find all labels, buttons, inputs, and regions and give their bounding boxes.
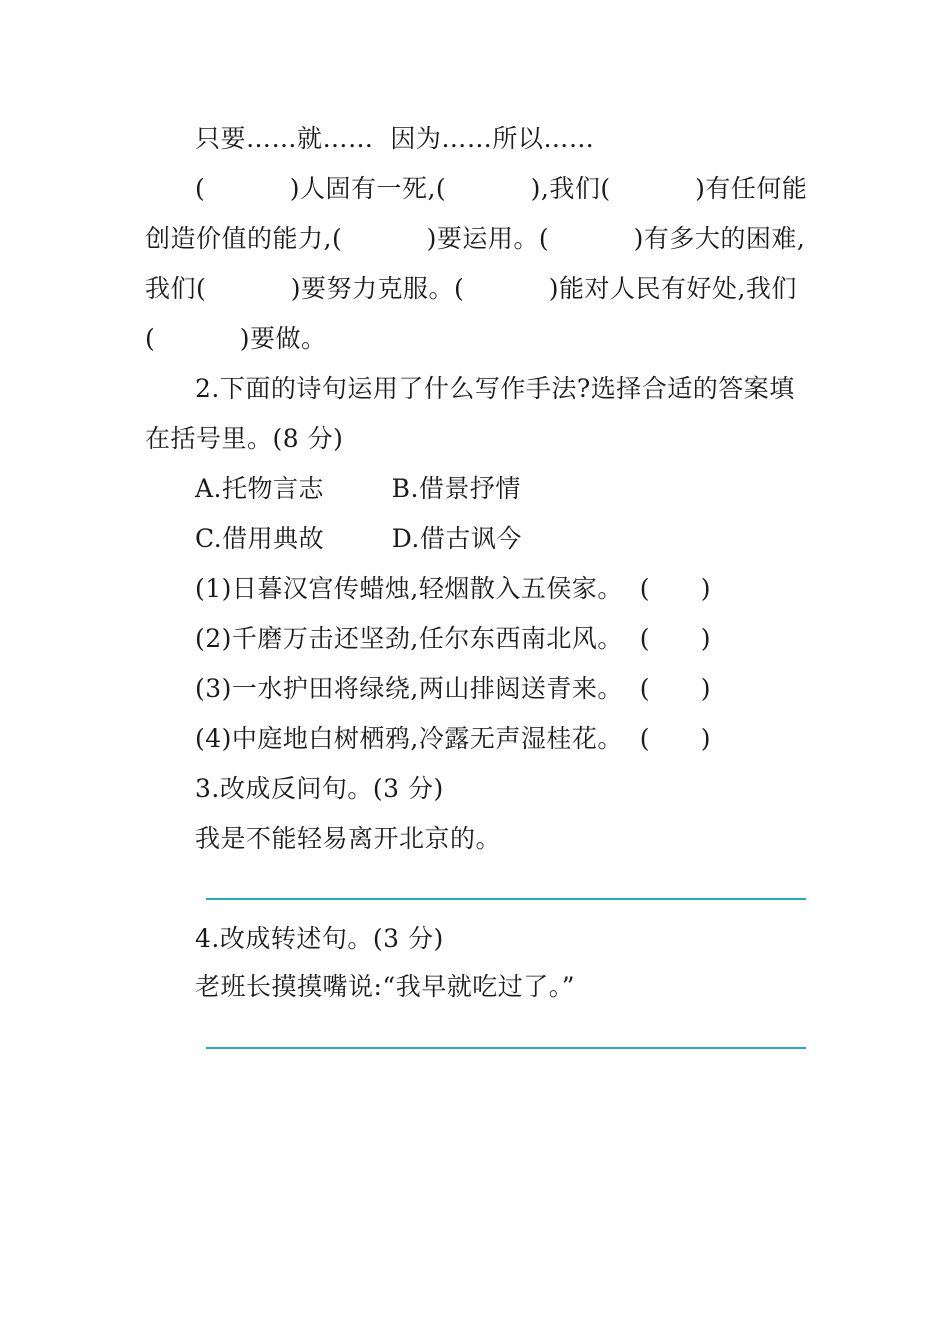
answer-line-q3[interactable] [206, 898, 806, 900]
fill-blank-line-3: 我们( )要努力克服。( )能对人民有好处,我们 [145, 274, 797, 303]
fill-blank-line-4: ( )要做。 [145, 324, 327, 353]
answer-line-q4[interactable] [206, 1047, 806, 1049]
answer-options-row-2: C.借用典故 D.借古讽今 [195, 524, 522, 553]
question-4-title: 4.改成转述句。(3 分) [195, 924, 444, 953]
poem-item-4: (4)中庭地白树栖鸦,冷露无声湿桂花。 ( ) [195, 724, 711, 753]
question-2-title: 2.下面的诗句运用了什么写作手法?选择合适的答案填 [195, 374, 795, 403]
fill-blank-line-1: ( )人固有一死,( ),我们( )有任何能 [195, 174, 808, 203]
answer-options-row-1: A.托物言志 B.借景抒情 [195, 474, 521, 503]
question-2-title-cont: 在括号里。(8 分) [145, 424, 344, 453]
question-4-sentence: 老班长摸摸嘴说:“我早就吃过了。” [195, 972, 575, 1001]
fill-blank-line-2: 创造价值的能力,( )要运用。( )有多大的困难, [145, 224, 806, 253]
poem-item-3: (3)一水护田将绿绕,两山排闼送青来。 ( ) [195, 674, 711, 703]
word-pair-options: 只要……就…… 因为……所以…… [195, 124, 595, 153]
poem-item-1: (1)日暮汉宫传蜡烛,轻烟散入五侯家。 ( ) [195, 574, 711, 603]
poem-item-2: (2)千磨万击还坚劲,任尔东西南北风。 ( ) [195, 624, 711, 653]
question-3-sentence: 我是不能轻易离开北京的。 [195, 824, 502, 853]
question-3-title: 3.改成反问句。(3 分) [195, 774, 444, 803]
